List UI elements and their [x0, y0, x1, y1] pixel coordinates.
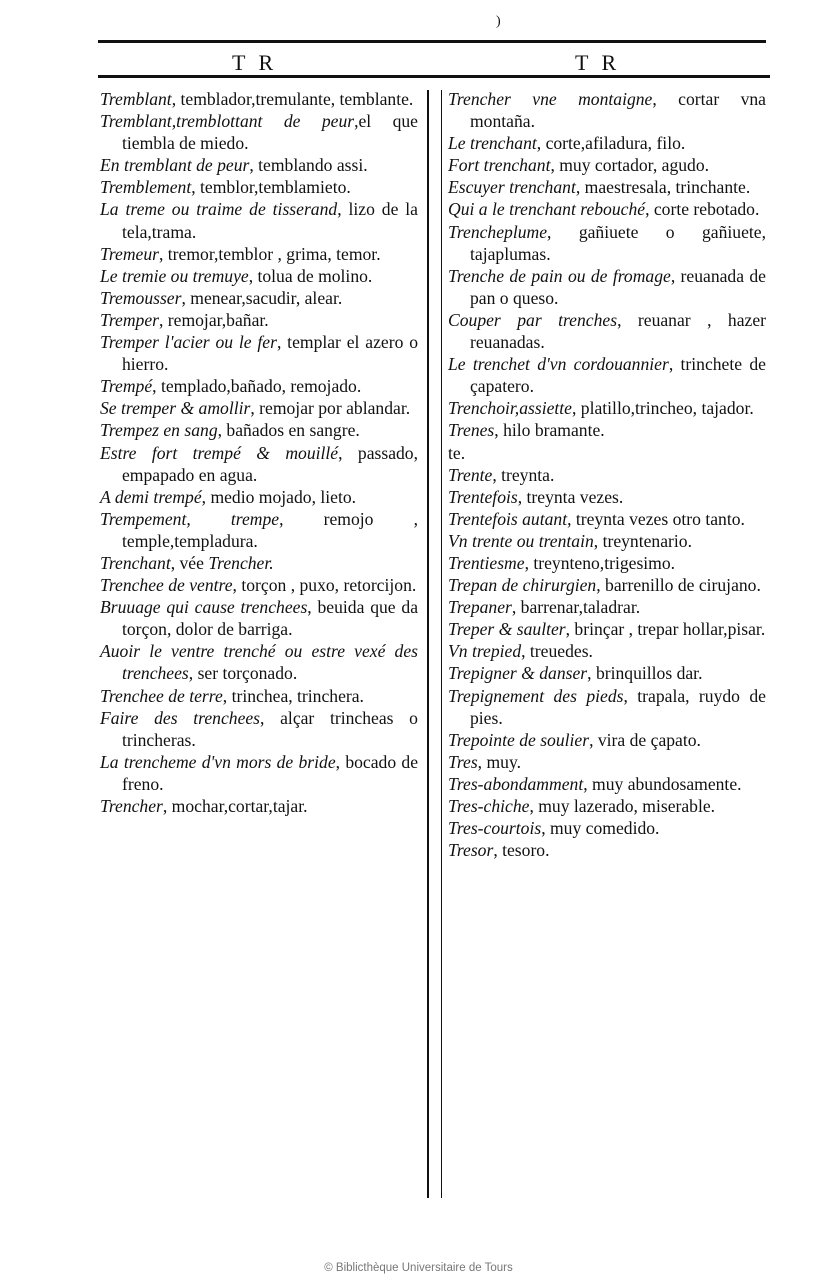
- entry-headword: Tremblant,tremblottant de peur: [100, 111, 355, 132]
- dictionary-entry: [100, 198, 418, 242]
- entry-headword: Tremper l'acier ou le fer: [100, 332, 277, 353]
- dictionary-entry: [100, 375, 418, 397]
- dictionary-entry: [448, 442, 766, 464]
- dictionary-entry: [448, 176, 766, 198]
- dictionary-entry: [448, 795, 766, 817]
- dictionary-entry: [448, 817, 766, 839]
- entry-gloss: , remojar por ablandar.: [250, 398, 411, 419]
- entry-gloss: , treynteno,trigesimo.: [524, 552, 676, 573]
- entry-headword: Faire des trenchees: [100, 707, 261, 728]
- entry-gloss: , platillo,trincheo, tajador.: [571, 398, 754, 419]
- dictionary-entry: [100, 751, 418, 795]
- entry-gloss: , treuedes.: [521, 641, 593, 662]
- dictionary-entry: [100, 596, 418, 640]
- entry-gloss: , passado, empapado en agua.: [122, 442, 418, 485]
- entry-gloss: , trinchete de çapatero.: [470, 354, 766, 397]
- entry-headword: A demi trempé: [100, 486, 202, 507]
- entry-gloss: , bocado de freno.: [122, 751, 419, 794]
- entry-gloss: , gañiuete o gañiuete, tajaplumas.: [470, 221, 766, 264]
- entry-gloss: , trapala, ruydo de pies.: [470, 685, 766, 728]
- entry-gloss: , treyntenario.: [593, 530, 692, 551]
- dictionary-entry: [448, 552, 766, 574]
- dictionary-entry: [448, 729, 766, 751]
- dictionary-entry: [448, 773, 766, 795]
- entry-headword: Trentefois autant: [448, 508, 568, 529]
- entry-gloss: , tesoro.: [493, 840, 550, 861]
- entry-headword: Auoir le ventre trenché ou estre vexé des trenchees: [100, 641, 418, 684]
- entry-gloss: , remojar,bañar.: [158, 309, 269, 330]
- dictionary-entry: [448, 154, 766, 176]
- entry-gloss: , muy.: [477, 751, 522, 772]
- entry-headword: Trepignement des pieds: [448, 685, 624, 706]
- entry-headword: Trempez en sang: [100, 420, 218, 441]
- entry-gloss: , torçon , puxo, retorcijon.: [232, 575, 417, 596]
- entry-gloss: , barrenar,taladrar.: [511, 597, 641, 618]
- entry-gloss: , ser torçonado.: [188, 663, 298, 684]
- dictionary-entry: [448, 198, 766, 220]
- entry-gloss: te.: [448, 442, 466, 463]
- dictionary-entry: [100, 287, 418, 309]
- dictionary-entry: [100, 685, 418, 707]
- entry-headword: Trepigner & danser: [448, 663, 588, 684]
- dictionary-entry: [448, 751, 766, 773]
- entry-headword: Couper par trenches: [448, 309, 618, 330]
- entry-headword: Tremblant: [100, 89, 172, 109]
- entry-gloss: , treynta vezes otro tanto.: [567, 508, 745, 529]
- entry-headword: La trencheme d'vn mors de bride: [100, 751, 336, 772]
- dictionary-entry: [100, 154, 418, 176]
- entry-headword: Trenchant: [100, 552, 171, 573]
- entry-gloss: , tolua de molino.: [248, 265, 373, 286]
- entry-headword: Tres-courtois: [448, 818, 542, 839]
- entry-gloss: , treynta vezes.: [517, 486, 624, 507]
- dictionary-entry: [448, 397, 766, 419]
- entry-headword: Trempement, trempe: [100, 508, 280, 529]
- dictionary-entry: [100, 243, 418, 265]
- entry-headword: Tremousser: [100, 287, 182, 308]
- entry-headword: Trepaner: [448, 597, 512, 618]
- entry-gloss: ,el que tiembla de miedo.: [122, 111, 418, 154]
- dictionary-entry: [448, 839, 766, 861]
- entry-gloss: , muy abundosamente.: [583, 773, 742, 794]
- entry-gloss: , muy cortador, agudo.: [550, 155, 710, 176]
- entry-headword: Trente: [448, 464, 493, 485]
- entry-headword: Trempé: [100, 376, 153, 397]
- entry-headword: Trenes: [448, 420, 495, 441]
- dictionary-entry: [100, 176, 418, 198]
- left-column: [100, 88, 418, 817]
- dictionary-entry: [448, 221, 766, 265]
- dictionary-entry: [448, 640, 766, 662]
- entry-headword: Vn trepied: [448, 641, 522, 662]
- entry-gloss: , alçar trincheas o trincheras.: [122, 707, 418, 750]
- dictionary-entry: [448, 464, 766, 486]
- entry-headword: Treper & saulter: [448, 619, 566, 640]
- entry-gloss: , treynta.: [492, 464, 555, 485]
- entry-gloss: , medio mojado, lieto.: [201, 486, 357, 507]
- dictionary-entry: [448, 353, 766, 397]
- dictionary-entry: [100, 707, 418, 751]
- dictionary-entry: [100, 331, 418, 375]
- entry-gloss: , beuida que da torçon, dolor de barriga.: [122, 597, 418, 640]
- copyright-footer: © Biblicthèque Universitaire de Tours: [324, 1262, 513, 1274]
- running-head-left: T R: [232, 50, 278, 75]
- top-rule: [98, 40, 766, 43]
- dictionary-entry: [448, 618, 766, 640]
- entry-gloss: , vée: [170, 552, 209, 573]
- entry-headword: Tremper: [100, 309, 159, 330]
- page-top-mark: ): [496, 14, 501, 29]
- dictionary-entry: [100, 442, 418, 486]
- dictionary-entry: [100, 110, 418, 154]
- entry-gloss: , remojo , temple,templadura.: [122, 508, 418, 551]
- entry-gloss: , lizo de la tela,trama.: [122, 199, 418, 242]
- entry-headword: Tres: [448, 751, 478, 772]
- entry-headword: Trenche de pain ou de fromage: [448, 265, 671, 286]
- entry-gloss: , barrenillo de cirujano.: [596, 575, 761, 596]
- entry-headword: Estre fort trempé & mouillé: [100, 442, 339, 463]
- entry-gloss: , menear,sacudir, alear.: [181, 287, 343, 308]
- entry-gloss: , bañados en sangre.: [217, 420, 360, 441]
- dictionary-entry: [448, 132, 766, 154]
- entry-headword: Tremblement: [100, 177, 192, 198]
- dictionary-entry: [448, 596, 766, 618]
- entry-headword: Trencher vne montaigne: [448, 89, 653, 109]
- entry-headword: Bruuage qui cause trenchees: [100, 597, 308, 618]
- header-bottom-rule: [98, 75, 770, 78]
- entry-headword: Trenchee de terre: [100, 685, 223, 706]
- entry-gloss: , maestresala, trinchante.: [575, 177, 751, 198]
- entry-headword: Tres-chiche: [448, 796, 530, 816]
- dictionary-entry: [448, 685, 766, 729]
- entry-gloss: , muy comedido.: [541, 818, 660, 839]
- entry-gloss: , templar el azero o hierro.: [122, 332, 418, 375]
- entry-gloss: , brinçar , trepar hollar,pisar.: [565, 619, 766, 640]
- dictionary-entry: [100, 309, 418, 331]
- entry-gloss: , mochar,cortar,tajar.: [162, 796, 308, 816]
- entry-headword: Qui a le trenchant rebouché: [448, 199, 646, 220]
- dictionary-entry: [100, 265, 418, 287]
- entry-gloss: , tremor,temblor , grima, temor.: [158, 243, 381, 264]
- entry-headword: La treme ou traime de tisserand: [100, 199, 338, 220]
- entry-headword: Le trenchet d'vn cordouannier: [448, 354, 669, 375]
- entry-gloss: , brinquillos dar.: [587, 663, 703, 684]
- dictionary-entry: [100, 574, 418, 596]
- entry-gloss: , reuanar , hazer reuanadas.: [470, 309, 766, 353]
- dictionary-entry: [448, 662, 766, 684]
- entry-headword: Trenchee de ventre: [100, 575, 233, 596]
- dictionary-entry: [100, 419, 418, 441]
- entry-gloss: , temblor,temblamieto.: [191, 177, 351, 198]
- entry-gloss: , temblando assi.: [249, 155, 368, 176]
- dictionary-entry: [448, 265, 766, 309]
- entry-gloss: , corte rebotado.: [645, 199, 760, 220]
- entry-gloss: , temblador,tremulante, temblante.: [171, 89, 414, 109]
- dictionary-entry: [100, 397, 418, 419]
- entry-gloss: , reuanada de pan o queso.: [470, 265, 766, 308]
- entry-gloss: , hilo bramante.: [494, 420, 605, 441]
- dictionary-entry: [448, 309, 766, 353]
- entry-gloss: , cortar vna montaña.: [470, 89, 766, 132]
- entry-gloss: , corte,afiladura, filo.: [536, 133, 686, 154]
- dictionary-entry: [448, 574, 766, 596]
- dictionary-entry: [448, 508, 766, 530]
- entry-headword: Tremeur: [100, 243, 159, 264]
- entry-headword: Trenchoir,assiette: [448, 398, 572, 419]
- entry-headword: Le trenchant: [448, 133, 537, 154]
- entry-headword: Trentiesme: [448, 552, 525, 573]
- right-column: [448, 88, 766, 861]
- entry-headword: Trencheplume: [448, 221, 548, 242]
- dictionary-entry: [100, 640, 418, 684]
- dictionary-entry: [100, 486, 418, 508]
- dictionary-entry: [448, 88, 766, 132]
- entry-headword: En tremblant de peur: [100, 155, 250, 176]
- entry-headword: Le tremie ou tremuye: [100, 265, 249, 286]
- entry-gloss: , templado,bañado, remojado.: [152, 376, 362, 397]
- entry-headword: Escuyer trenchant: [448, 177, 576, 198]
- entry-headword: Vn trente ou trentain: [448, 530, 594, 551]
- dictionary-entry: [448, 486, 766, 508]
- entry-gloss: , muy lazerado, miserable.: [529, 796, 716, 816]
- column-divider-inner: [441, 90, 442, 1198]
- entry-headword: Trentefois: [448, 486, 518, 507]
- entry-headword: Se tremper & amollir: [100, 398, 251, 419]
- dictionary-entry: [448, 530, 766, 552]
- entry-headword: Trencher: [100, 796, 163, 816]
- dictionary-entry: [100, 508, 418, 552]
- running-head-right: T R: [575, 50, 621, 75]
- entry-headword: Trepointe de soulier: [448, 729, 590, 750]
- entry-headword: Tres-abondamment: [448, 773, 584, 794]
- entry-cross-reference: Trencher.: [208, 552, 274, 573]
- entry-headword: Tresor: [448, 840, 494, 861]
- entry-gloss: , trinchea, trinchera.: [222, 685, 364, 706]
- dictionary-entry: [100, 795, 418, 817]
- dictionary-entry: [448, 419, 766, 441]
- entry-gloss: , vira de çapato.: [589, 729, 701, 750]
- dictionary-entry: [100, 88, 418, 110]
- entry-headword: Fort trenchant: [448, 155, 551, 176]
- entry-headword: Trepan de chirurgien: [448, 575, 597, 596]
- dictionary-entry: [100, 552, 418, 574]
- column-divider: [427, 90, 429, 1198]
